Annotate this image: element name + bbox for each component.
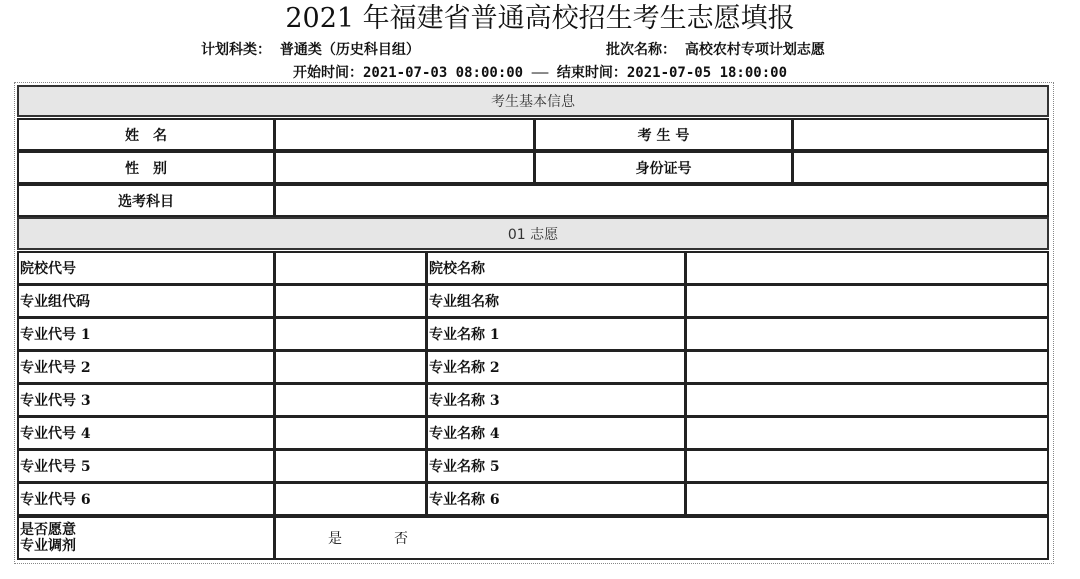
choice-row-left-field[interactable] [274,317,427,351]
choice-row-left-field[interactable] [274,284,427,318]
choice-row-right-field[interactable] [685,251,1049,285]
adjust-no-option[interactable]: 否 [394,531,408,547]
choice-row-left-label: 院校代号 [17,251,275,285]
basic-info-header: 考生基本信息 [17,85,1049,117]
exam-no-label: 考 生 号 [534,118,793,151]
subjects-label: 选考科目 [17,184,275,217]
choice-row-right-field[interactable] [685,416,1049,450]
time-line [0,62,1080,82]
gender-field[interactable] [274,151,535,184]
choice-row-right-label: 专业组名称 [426,284,686,318]
choice-row-left-label: 专业代号 4 [17,416,275,450]
choice-row-left-field[interactable] [274,251,427,285]
choice-row-left-field[interactable] [274,482,427,516]
choice-row-right-field[interactable] [685,350,1049,384]
choice-row-left-label: 专业代号 5 [17,449,275,483]
name-label: 姓 名 [17,118,275,151]
choice-row-right-field[interactable] [685,284,1049,318]
plan-batch-line [0,39,1080,59]
adjust-label [17,516,275,560]
plan-label: 计划科类： [201,42,271,58]
choice-row-right-field[interactable] [685,317,1049,351]
choice-row-right-label: 院校名称 [426,251,686,285]
choice-row-left-label: 专业代号 1 [17,317,275,351]
exam-no-field[interactable] [792,118,1049,151]
end-time: 2021-07-05 18:00:00 [626,65,788,81]
choice-01-header: 01 志愿 [17,217,1049,250]
choice-row-left-label: 专业组代码 [17,284,275,318]
choice-row-right-field[interactable] [685,449,1049,483]
start-label: 开始时间： [292,65,363,81]
choice-row-left-label: 专业代号 3 [17,383,275,417]
start-time: 2021-07-03 08:00:00 [362,65,524,81]
page-title: 2021 年福建省普通高校招生考生志愿填报 [285,3,795,34]
plan-value: 普通类（历史科目组） [279,42,420,58]
batch-value: 高校农村专项计划志愿 [684,42,825,58]
choice-row-right-field[interactable] [685,482,1049,516]
id-label: 身份证号 [534,151,793,184]
choice-row-right-label: 专业名称 5 [426,449,686,483]
choice-row-right-label: 专业名称 1 [426,317,686,351]
name-field[interactable] [274,118,535,151]
time-separator: —— [531,65,549,81]
choice-row-left-field[interactable] [274,383,427,417]
choice-row-right-label: 专业名称 3 [426,383,686,417]
choice-row-right-label: 专业名称 6 [426,482,686,516]
choice-row-left-label: 专业代号 2 [17,350,275,384]
gender-label: 性 别 [17,151,275,184]
id-field[interactable] [792,151,1049,184]
plan-info [201,39,420,59]
adjust-options [274,516,1049,560]
choice-row-right-label: 专业名称 2 [426,350,686,384]
subjects-field[interactable] [274,184,1049,217]
choice-row-left-field[interactable] [274,416,427,450]
batch-info [606,39,825,59]
choice-row-right-field[interactable] [685,383,1049,417]
batch-label: 批次名称： [606,42,676,58]
choice-row-left-field[interactable] [274,350,427,384]
end-label: 结束时间： [556,65,627,81]
choice-row-right-label: 专业名称 4 [426,416,686,450]
adjust-label-line-2: 专业调剂 [20,538,76,554]
choice-row-left-label: 专业代号 6 [17,482,275,516]
adjust-yes-option[interactable]: 是 [328,531,342,547]
choice-row-left-field[interactable] [274,449,427,483]
adjust-label-line-1: 是否愿意 [20,522,76,538]
